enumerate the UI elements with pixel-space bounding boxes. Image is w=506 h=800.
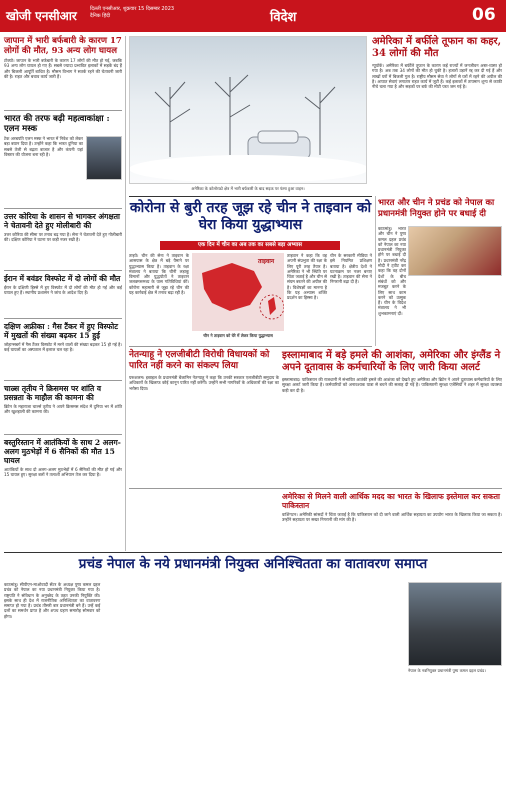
story-body: ईरान के दक्षिणी हिस्से में हुए विस्फोट में दो लोगों की मौत हो गई और कई घायल हुए हैं। स्थानीय प्रशासन ने जांच के आदेश दिए हैं। (4, 285, 122, 296)
headline: दक्षिण अफ्रीका : गैस टैंकर में हुए विस्फोट में मुखतों की संख्या बढ़कर 15 हुई (4, 322, 118, 340)
dateline (90, 6, 200, 20)
story-body: आतंकियों के साथ दो अलग-अलग मुठभेड़ों में 6 सैनिकों की मौत हो गई और 15 घायल हुए। सुरक्षा बलों ने तलाशी अभियान तेज कर दिया है। (4, 467, 122, 478)
story-body: इस्लामाबाद। पाकिस्तान की राजधानी में संभावित आतंकी हमले की आशंका को देखते हुए अमेरिका और ब्रिटेन ने अपने दूतावास कर्मचारियों के लिए सुरक्षा अलर्ट जारी किया है। कर्मचारियों को अनावश्यक यात्रा से बचने की सलाह दी गई है। पाकिस्तानी सुरक्षा एजेंसियों ने शहर में सुरक्षा व्यवस्था कड़ी कर दी है। (282, 377, 502, 393)
date-text: दिल्ली एनसीआर, शुक्रवार 15 दिसम्बर 2023 (90, 6, 175, 12)
section-title: विदेश (270, 10, 297, 25)
divider (129, 488, 502, 489)
divider (4, 434, 122, 435)
story-body: टेक अरबपति एलन मस्क ने भारत में निवेश को लेकर बड़ा बयान दिया है। उन्होंने कहा कि भारत दुनिया का सबसे तेजी से बढ़ता बाजार है और कंपनी यहां विस्तार की योजना बना रही है। (4, 136, 83, 157)
story-body: वाशिंगटन। अमेरिकी सांसदों ने चिंता जताई है कि पाकिस्तान को दी जाने वाली आर्थिक सहायता का उपयोग भारत के खिलाफ किया जा सकता है। उन्होंने सहायता पर सख्त निगरानी की मांग की है। (282, 512, 502, 523)
column-divider (375, 196, 376, 346)
story-charles (4, 384, 122, 415)
headline: जापान में भारी बर्फबारी के कारण 17 लोगों की मौत, 93 अन्य लोग घायल (4, 36, 122, 56)
headline: भारत की तरफ बढ़ी महत्वाकांक्षा : एलन मस्क (4, 114, 110, 134)
divider (4, 110, 122, 111)
musk-photo (86, 136, 122, 180)
bottom-headline: प्रचंड नेपाल के नये प्रधानमंत्री नियुक्त अनिश्चितता का वातावरण समाप्त (78, 556, 428, 572)
story-islamabad (282, 350, 502, 393)
story-militants (4, 438, 122, 478)
headline: इस्लामाबाद में बड़े हमले की आशंका, अमेरिका और इंग्लैंड ने अपने दूतावास के कर्मचारियों के लिए जारी किया अलर्ट (282, 350, 501, 373)
story-body: ताइवान ने कहा कि वह अपनी संप्रभुता की रक्षा के लिए पूरी तरह तैयार है। अमेरिका ने भी स्थिति पर चिंता जताई है और चीन से संयम बरतने की अपील की है। विशेषज्ञों का मानना है कि यह अभ्यास शक्ति प्रदर्शन का हिस्सा है। (287, 253, 328, 301)
story-us-storm (372, 36, 502, 89)
lead-strap: एक दिन में चीन का अब तक का सबसे बड़ा अभ्यास (160, 241, 340, 250)
snow-photo (129, 36, 367, 184)
headline: बस्तुरिस्तान में आतंकियों के साथ 2 अलग-अलग मुठभेड़ों में 6 सैनिकों की मौत 15 घायल (4, 438, 121, 465)
prachanda-photo (408, 582, 502, 666)
divider (129, 196, 372, 197)
headline: अमेरिका से मिलने वाली आर्थिक मदद का भारत के खिलाफ इस्तेमाल कर सकता पाकिस्तान (282, 492, 500, 510)
story-body: चीन के सरकारी मीडिया ने इसे नियमित प्रशिक्षण बताया है। क्षेत्रीय देशों ने घटनाक्रम पर नजर बनाए रखी है। ताइवान की सेना ने निगरानी बढ़ा दी है। (330, 253, 372, 285)
photo-caption: नेपाल के नवनियुक्त प्रधानमंत्री पुष्प कमल दहल प्रचंड। (408, 668, 486, 673)
story-body: टोक्यो। जापान के भारी बर्फबारी के कारण 17 लोगों की मौत हो गई, जबकि 93 अन्य लोग घायल हो गए हैं। सबसे ज्यादा प्रभावित इलाकों में सड़कें बंद हैं और बिजली आपूर्ति बाधित है। मौसम विभाग ने सतर्क रहने की चेतावनी जारी की है। राहत और बचाव कार्य जारी हैं। (4, 58, 122, 79)
bottom-story-columns (4, 582, 404, 794)
story-body: जोहान्सबर्ग में गैस टैंकर विस्फोट में मरने वालों की संख्या बढ़कर 15 हो गई है। कई घायलों का अस्पताल में इलाज चल रहा है। (4, 342, 122, 353)
story-body: यरूशलम। इस्राइल के प्रधानमंत्री बेंजामिन नेतन्याहू ने कहा कि उनकी सरकार एलजीबीटी समुदाय के अधिकारों के खिलाफ कोई कानून पारित नहीं करेगी। उन्होंने सभी नागरिकों के अधिकारों की रक्षा का भरोसा दिया। (129, 375, 279, 391)
story-body: ब्रिटेन के महाराजा चार्ल्स तृतीय ने अपने क्रिसमस संदेश में दुनिया भर में शांति और खुशहाली की कामना की। (4, 404, 122, 415)
divider (4, 552, 502, 553)
lead-headline: कोरोना से बुरी तरह जूझ रहे चीन ने ताइवान को घेरा किया युद्धाभ्यास (129, 200, 372, 233)
story-north-korea (4, 212, 122, 243)
divider (129, 346, 372, 347)
page-number: 06 (472, 5, 496, 25)
divider (4, 208, 122, 209)
headline: नेतन्याहू ने एलजीबीटी विरोधी विधायकों को पारित नहीं करने का संकल्प लिया (129, 350, 270, 371)
story-body: काठमांडू। सीपीएन-माओवादी सेंटर के अध्यक्ष पुष्प कमल दहल प्रचंड को नेपाल का नया प्रधानमंत्री नियुक्त किया गया है। राष्ट्रपति ने संविधान के अनुच्छेद के तहत उनकी नियुक्ति की। इसके साथ ही देश में राजनीतिक अनिश्चितता का वातावरण समाप्त हो गया है। प्रचंड तीसरी बार प्रधानमंत्री बने हैं। उन्हें कई दलों का समर्थन प्राप्त है और शपथ ग्रहण समारोह सोमवार को होगा। (4, 582, 101, 619)
snow-scene-illustration (130, 37, 367, 184)
headline: चाल्र्स तृतीय ने क्रिसमस पर शांति व प्रसन्नता के माहौल की कामना की (4, 384, 102, 402)
map-label: ताइवान (258, 258, 275, 265)
story-body: न्यूयॉर्क। अमेरिका में बर्फीले तूफान के कारण कई राज्यों में जनजीवन अस्त-व्यस्त हो गया है। अब तक 34 लोगों की मौत हो चुकी है। हजारों उड़ानें रद्द कर दी गई हैं और लाखों घरों में बिजली गुल है। राष्ट्रीय मौसम सेवा ने लोगों से घरों में रहने की अपील की है। आपात सेवाएं लगातार राहत कार्य में जुटी हैं। कई इलाकों में तापमान शून्य से काफी नीचे चला गया है और सड़कों पर बर्फ की मोटी परत जम गई है। (372, 63, 502, 90)
story-iran (4, 274, 122, 296)
headline: उत्तर कोरिया के शासन से भागकर अंगक्षता ने चेतावनी देते हुए मोलीबारी की (4, 212, 120, 230)
story-japan-snow (4, 36, 122, 79)
story-body: ताइपे। चीन की सेना ने ताइवान के आसपास के क्षेत्र में बड़े पैमाने पर युद्धाभ्यास किया है। ताइवान के रक्षा मंत्रालय ने बताया कि चीनी लड़ाकू विमानों और युद्धपोतों ने ताइवान जलडमरूमध्य के पास गतिविधियां कीं। कोरोना महामारी से जूझ रहे चीन की यह कार्रवाई क्षेत्र में तनाव बढ़ा रही है। (129, 253, 189, 296)
headline: भारत और चीन ने प्रचंड को नेपाल का प्रधानमंत्री नियुक्त होने पर बधाई दी (378, 198, 495, 219)
divider (4, 270, 122, 271)
edition-text: दैनिक हिंदी (90, 13, 111, 19)
taiwan-map (192, 253, 284, 331)
story-body-lead: काठमांडू। भारत और चीन ने पुष्प कमल दहल प्रचंड को नेपाल का नया प्रधानमंत्री नियुक्त होने पर बधाई दी है। प्रधानमंत्री नरेंद्र मोदी ने ट्वीट कर कहा कि वह दोनों देशों के बीच संबंधों को और मजबूत करने के लिए साथ काम करने को उत्सुक हैं। चीन के विदेश मंत्रालय ने भी शुभकामनाएं दीं। (378, 226, 406, 316)
lead-col2 (287, 253, 327, 301)
headline: ईरान में बवंडर विस्फोट में दो लोगों की मौत (4, 274, 121, 283)
lead-col1 (129, 253, 189, 295)
headline: अमेरिका में बर्फीले तूफान का कहर, 34 लोगों की मौत (372, 36, 502, 59)
newspaper-brand: खोजी एनसीआर (6, 9, 77, 23)
story-south-africa (4, 322, 122, 353)
story-body: उत्तर कोरिया की सीमा पर तनाव बढ़ गया है। सेना ने चेतावनी देते हुए गोलीबारी की। दक्षिण कोरिया ने घटना पर कड़ी नजर रखी है। (4, 232, 122, 243)
story-musk (4, 114, 122, 180)
divider (4, 318, 122, 319)
leaders-photo (408, 226, 502, 276)
story-pakistan-aid (282, 492, 502, 523)
story-netanyahu (129, 350, 279, 391)
story-india-china-nepal (378, 198, 502, 219)
lead-col3 (330, 253, 372, 285)
column-divider (125, 36, 126, 551)
map-caption: चीन ने ताइवान को घेरे में लेकर किया युद्धाभ्यास (203, 333, 273, 338)
photo-caption: अमेरिका के कोलोराडो क्षेत्र में भारी बर्फबारी के बाद सड़क पर फंसा हुआ वाहन। (191, 186, 305, 191)
divider (4, 380, 122, 381)
